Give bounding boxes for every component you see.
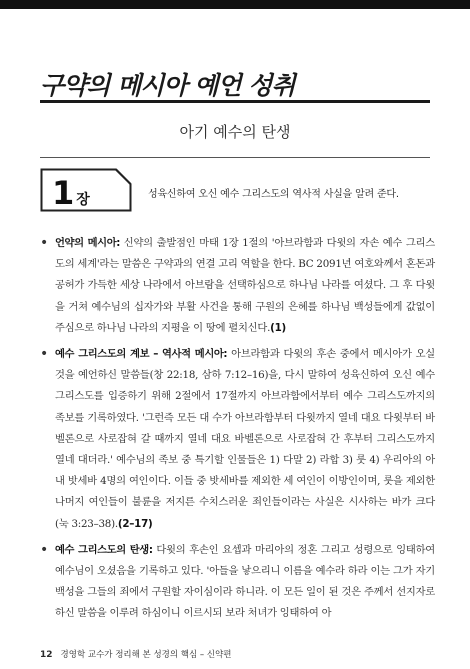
bullet-icon: •: [40, 541, 49, 558]
item-body: 아브라함과 다윗의 후손 중에서 메시아가 오실 것을 예언하신 말씀들(창 22:18, 삼하 7:12–16)을, 다시 말하여 성육신하여 오신 예수 그리스도를 입증하기 위해 2절에서 17절까지 아브라함에서부터 예수 그리스도까지의 족보를 기록하였다. '그런즉 모든 대 수가 아브라함부터 다윗까지 열네 대요 다윗부터 바벨론으로 사로잡혀 갈 때까지 열네 대요 바벨론으로 사로잡혀 간 후부터 그리스도까지 열네 대더라.' 예수님의 족보 중 특기할 인물들은 1) 다말 2) 라합 3) 룻 4) 우리아의 아내 밧세바 4명의 여인이다. 이들 중 밧세바를 제외한 세 여인이 이방인이며, 룻을 제외한 나머지 여인들이 불륜을 저지른 수치스러운 죄인들이라는 사실은 시사하는 바가 크다(눅 3:23–38).: [55, 348, 435, 530]
chapter-word: 장: [76, 192, 90, 208]
content-list: [40, 233, 435, 630]
item-keyword: 예수 그리스도의 탄생:: [55, 543, 153, 556]
page-number: 12: [40, 650, 53, 660]
list-item: [40, 344, 435, 535]
item-reference: (1): [270, 321, 286, 334]
item-paragraph: [55, 344, 435, 535]
bullet-icon: •: [40, 235, 49, 251]
page-subtitle: 아기 예수의 탄생: [179, 123, 291, 141]
item-keyword: 예수 그리스도의 계보 – 역사적 메시아:: [55, 348, 228, 361]
chapter-label: [52, 174, 90, 212]
list-item: [40, 540, 435, 625]
item-body: 신약의 출발점인 마태 1장 1절의 '아브라함과 다윗의 자손 예수 그리스도의 세계'라는 말씀은 구약과의 연결 고리 역할을 한다. BC 2091년 여호와께서 혼돈과 공허가 가득한 세상 나라에서 아브람을 선택하심으로 하나님 나라를 여셨다. 그 후 다윗을 거쳐 예수님의 십자가와 부활 사건을 통해 구원의 은혜를 하나님 백성들에게 값없이 주심으로 하나님 나라의 지평을 이 땅에 펼치신다.: [55, 237, 435, 334]
title-rule: [40, 100, 430, 103]
list-item: [40, 233, 435, 339]
page-title: 구약의 메시아 예언 성취: [40, 71, 295, 100]
chapter-badge: [40, 168, 132, 216]
item-body: 다윗의 후손인 요셉과 마리아의 정혼 그리고 성령으로 잉태하여 예수님이 오셨음을 기록하고 있다. '아들을 낳으리니 이름을 예수라 하라 이는 그가 자기 백성을 그들의 죄에서 구원할 자이심이라 하니라. 이 모든 일이 된 것은 주께서 선지자로 하신 말씀을 이루려 하심이니 이르시되 보라 처녀가 잉태하여 아: [55, 543, 435, 620]
item-reference: (2–17): [117, 517, 153, 530]
subtitle-rule: [40, 157, 430, 158]
top-decorative-bar: [0, 0, 470, 9]
running-footer-title: 경영학 교수가 정리해 본 성경의 핵심 – 신약편: [60, 650, 232, 660]
item-paragraph: [55, 233, 435, 339]
item-keyword: 언약의 메시아:: [55, 237, 120, 249]
bullet-icon: •: [40, 346, 49, 363]
chapter-summary: 성육신하여 오신 예수 그리스도의 역사적 사실을 알려 준다.: [148, 189, 399, 200]
item-paragraph: [55, 540, 435, 625]
page-footer: [40, 648, 232, 660]
chapter-number: 1: [52, 174, 74, 212]
